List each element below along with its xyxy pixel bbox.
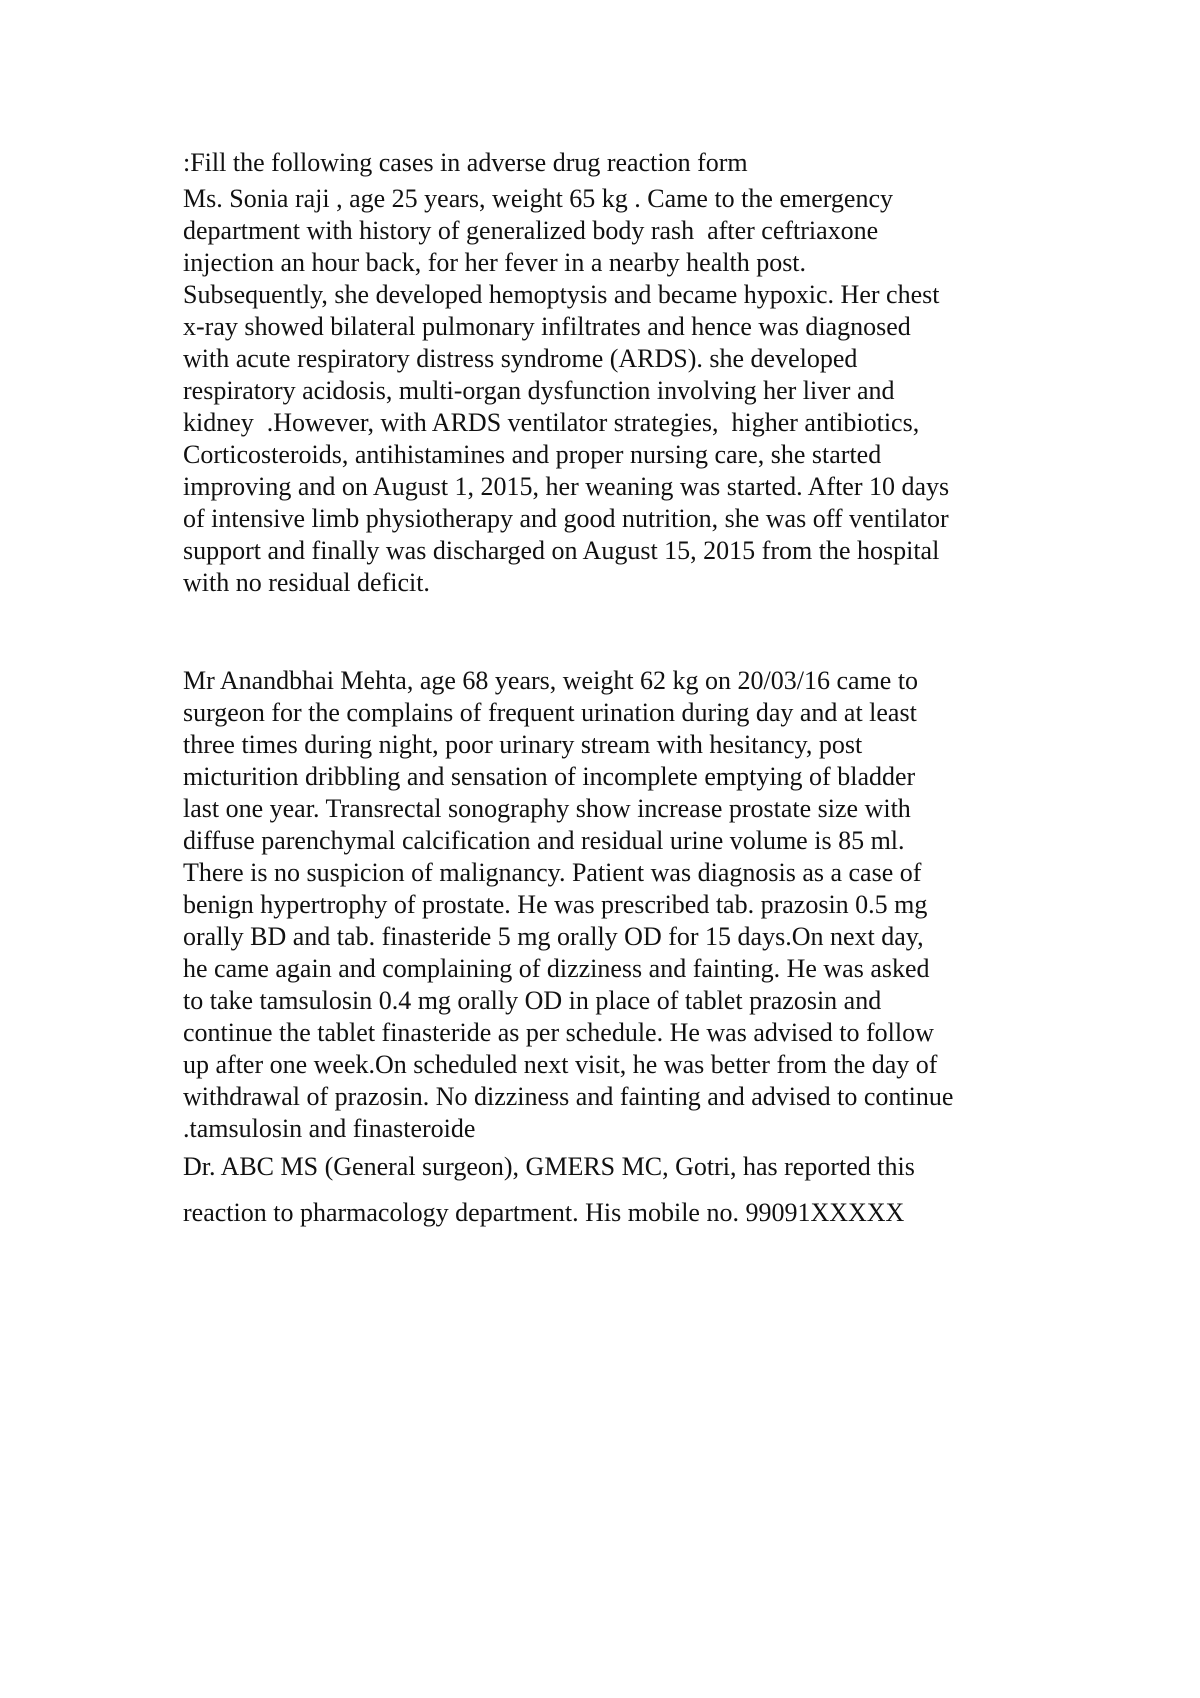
case-2-line: diffuse parenchymal calcification and residual urine volume is 85 ml. — [183, 826, 905, 855]
case-1-line: department with history of generalized body rash after ceftriaxone — [183, 216, 879, 245]
case-2-line: Mr Anandbhai Mehta, age 68 years, weight 62 kg on 20/03/16 came to — [183, 666, 919, 695]
case-2-line: withdrawal of prazosin. No dizziness and fainting and advised to continue — [183, 1082, 954, 1111]
case-2-line: he came again and complaining of dizziness and fainting. He was asked — [183, 954, 930, 983]
case-1-line: Corticosteroids, antihistamines and proper nursing care, she started — [183, 440, 882, 469]
case-1-line: with no residual deficit. — [183, 568, 430, 597]
case-1-line: respiratory acidosis, multi-organ dysfunction involving her liver and — [183, 376, 895, 405]
case-1-line: Ms. Sonia raji , age 25 years, weight 65 kg . Came to the emergency — [183, 184, 894, 213]
case-1-line: kidney .However, with ARDS ventilator strategies, higher antibiotics, — [183, 408, 920, 437]
case-1-line: injection an hour back, for her fever in a nearby health post. — [183, 248, 807, 277]
case-1-line: Subsequently, she developed hemoptysis and became hypoxic. Her chest — [183, 280, 940, 309]
case-2-line: last one year. Transrectal sonography show increase prostate size with — [183, 794, 911, 823]
case-2-line: micturition dribbling and sensation of incomplete emptying of bladder — [183, 762, 916, 791]
case-1-line: of intensive limb physiotherapy and good nutrition, she was off ventilator — [183, 504, 949, 533]
reporter-line: Dr. ABC MS (General surgeon), GMERS MC, Gotri, has reported this — [183, 1152, 915, 1181]
instruction-heading: :Fill the following cases in adverse drug reaction form — [183, 148, 748, 177]
case-2-line: benign hypertrophy of prostate. He was prescribed tab. prazosin 0.5 mg — [183, 890, 928, 919]
case-1-line: x-ray showed bilateral pulmonary infiltrates and hence was diagnosed — [183, 312, 911, 341]
case-2-line: three times during night, poor urinary stream with hesitancy, post — [183, 730, 863, 759]
case-1-line: improving and on August 1, 2015, her weaning was started. After 10 days — [183, 472, 950, 501]
reporter-line: reaction to pharmacology department. His mobile no. 99091XXXXX — [183, 1198, 905, 1227]
case-2-line: continue the tablet finasteride as per schedule. He was advised to follow — [183, 1018, 934, 1047]
case-2-line: up after one week.On scheduled next visit, he was better from the day of — [183, 1050, 938, 1079]
case-2-line: surgeon for the complains of frequent urination during day and at least — [183, 698, 917, 727]
case-2-line: There is no suspicion of malignancy. Patient was diagnosis as a case of — [183, 858, 922, 887]
case-1-line: with acute respiratory distress syndrome (ARDS). she developed — [183, 344, 858, 373]
case-2-line: orally BD and tab. finasteride 5 mg orally OD for 15 days.On next day, — [183, 922, 924, 951]
case-1-line: support and finally was discharged on August 15, 2015 from the hospital — [183, 536, 940, 565]
case-2-line: .tamsulosin and finasteroide — [183, 1114, 476, 1143]
case-2-line: to take tamsulosin 0.4 mg orally OD in place of tablet prazosin and — [183, 986, 882, 1015]
